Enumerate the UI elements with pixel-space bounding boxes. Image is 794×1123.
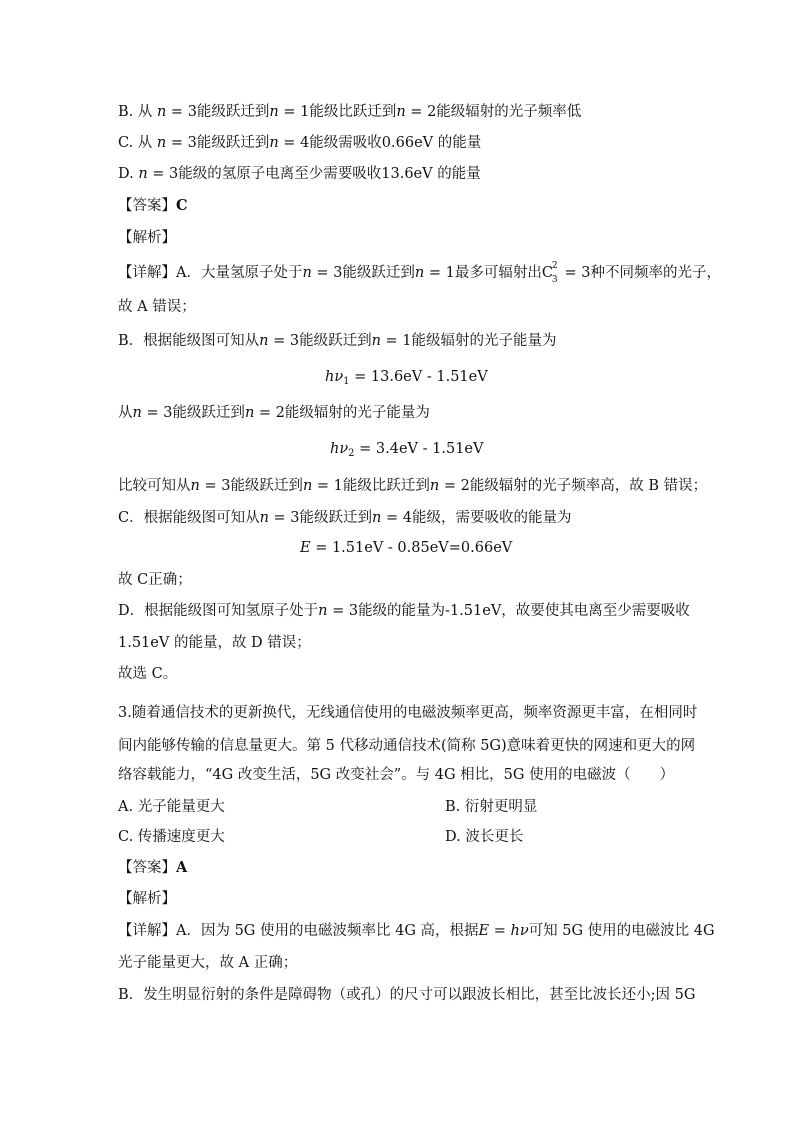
question2-option-c: C. 从 n = 3能级跃迁到n = 4能级需吸收0.66eV 的能量 — [118, 135, 482, 151]
question3-stem-line2: 间内能够传输的信息量更大。第 5 代移动通信技术(简称 5G)意味着更快的网速和更大的网 — [118, 738, 696, 754]
question2-detail-a-line2: 故 A 错误； — [118, 299, 196, 315]
formula-h-nu-2: $h\nu_2 = 3.4eV - 1.51eV$ — [330, 441, 484, 459]
question3-detail-a-line1: 【详解】A．因为 5G 使用的电磁波频率比 4G 高，根据E = hν可知 5G 使用的电磁波比 4G — [118, 923, 715, 939]
combination-symbol: C 2 3 — [541, 261, 558, 285]
question2-detail-d-line1: D．根据能级图可知氢原子处于n = 3能级的能量为-1.51eV，故要使其电离至少需要吸收 — [118, 603, 690, 619]
question3-stem-line3: 络容载能力，“4G 改变生活，5G 改变社会”。与 4G 相比，5G 使用的电磁波（ ） — [118, 767, 675, 783]
question2-analysis-label: 【解析】 — [118, 230, 176, 246]
question3-option-a: A. 光子能量更大 — [118, 799, 225, 815]
question2-detail-a-line1: 【详解】A．大量氢原子处于n = 3能级跃迁到n = 1最多可辐射出C 2 3 = 3种不同频率的光子， — [118, 261, 721, 285]
question3-detail-a-line2: 光子能量更大，故 A 正确； — [118, 955, 298, 971]
question2-detail-b-line1: B．根据能级图可知从n = 3能级跃迁到n = 1能级辐射的光子能量为 — [118, 333, 557, 349]
question2-option-d: D. n = 3能级的氢原子电离至少需要吸收13.6eV 的能量 — [118, 166, 481, 182]
question3-analysis-label: 【解析】 — [118, 891, 176, 907]
question2-detail-b-line2: 从n = 3能级跃迁到n = 2能级辐射的光子能量为 — [118, 405, 430, 421]
question2-detail-c-line2: 故 C正确； — [118, 572, 192, 588]
question2-conclusion: 故选 C。 — [118, 666, 178, 682]
formula-h-nu-1: $h\nu_1 = 13.6eV - 1.51eV$ — [325, 369, 488, 387]
question2-detail-c-line1: C．根据能级图可知从n = 3能级跃迁到n = 4能级，需要吸收的能量为 — [118, 510, 572, 526]
question3-option-c: C. 传播速度更大 — [118, 829, 225, 845]
question3-option-b: B. 衍射更明显 — [445, 799, 538, 815]
formula-energy: E = 1.51eV - 0.85eV=0.66eV — [300, 540, 513, 556]
question3-detail-b-line1: B．发生明显衍射的条件是障碍物（或孔）的尺寸可以跟波长相比，甚至比波长还小;因 5G — [118, 987, 696, 1003]
question3-option-d: D. 波长更长 — [445, 829, 524, 845]
question2-option-b: B. 从 n = 3能级跃迁到n = 1能级比跃迁到n = 2能级辐射的光子频率低 — [118, 104, 582, 120]
question3-answer: 【答案】A — [118, 859, 188, 876]
question3-stem-line1: 3.随着通信技术的更新换代，无线通信使用的电磁波频率更高，频率资源更丰富，在相同时 — [118, 705, 698, 721]
question2-answer: 【答案】C — [118, 197, 188, 214]
question2-detail-d-line2: 1.51eV 的能量，故 D 错误； — [118, 635, 311, 651]
question2-detail-b-line3: 比较可知从n = 3能级跃迁到n = 1能级比跃迁到n = 2能级辐射的光子频率高，故 B 错误； — [118, 478, 708, 494]
